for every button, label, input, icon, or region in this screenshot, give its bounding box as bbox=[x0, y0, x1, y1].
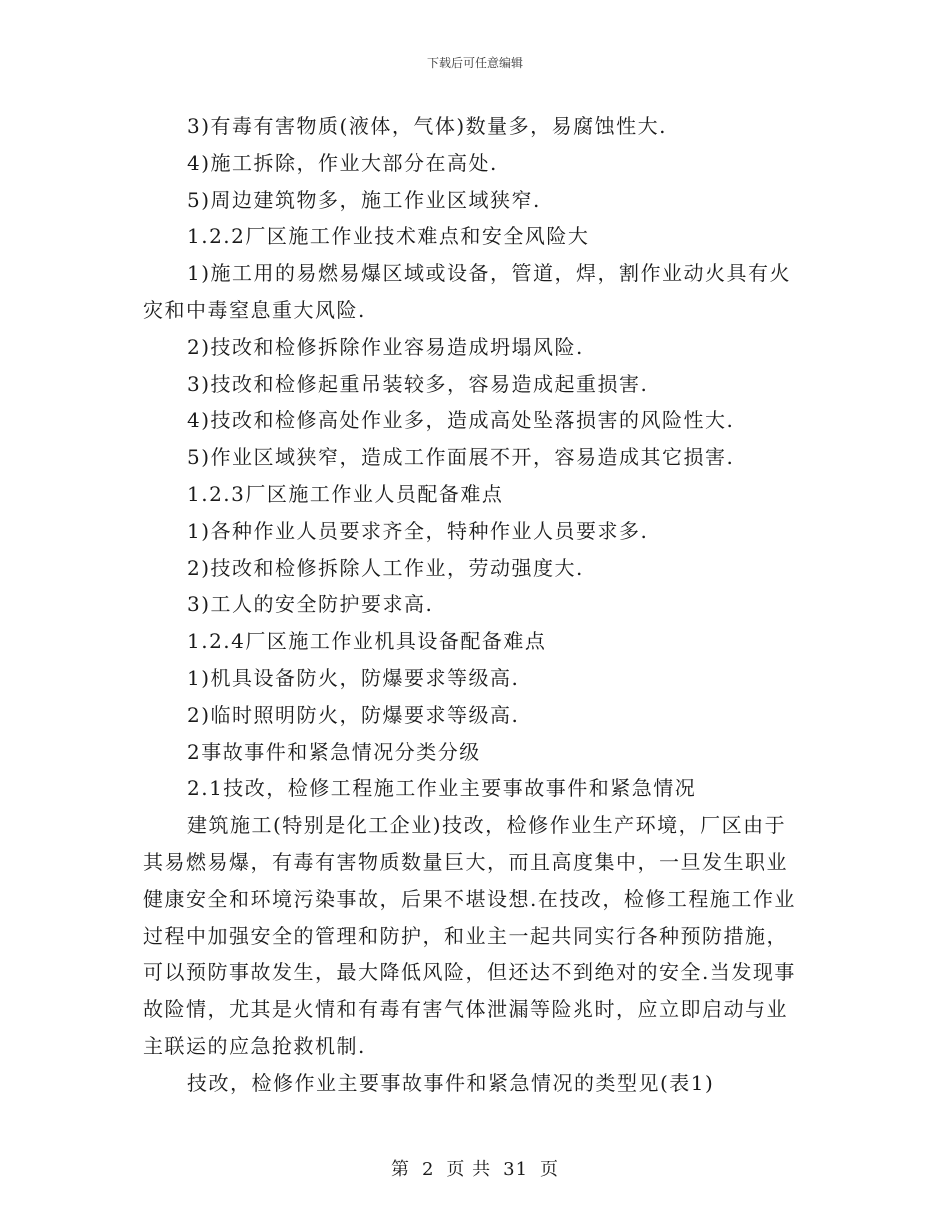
section-heading: 2.1技改，检修工程施工作业主要事故事件和紧急情况 bbox=[187, 776, 697, 801]
section-heading: 1.2.4厂区施工作业机具设备配备难点 bbox=[187, 629, 547, 654]
paragraph: 2)技改和检修拆除作业容易造成坍塌风险. bbox=[187, 334, 584, 359]
paragraph: 3)有毒有害物质(液体，气体)数量多，易腐蚀性大. bbox=[187, 114, 667, 138]
paragraph: 5)作业区域狭窄，造成工作面展不开，容易造成其它损害. bbox=[187, 445, 735, 470]
page-footer bbox=[0, 1155, 950, 1181]
paragraph: 3)技改和检修起重吊装较多，容易造成起重损害. bbox=[187, 371, 649, 396]
footer-prefix: 第 bbox=[390, 1159, 410, 1180]
paragraph: 5)周边建筑物多，施工作业区域狭窄. bbox=[187, 187, 541, 212]
paragraph: 技改，检修作业主要事故事件和紧急情况的类型见(表1) bbox=[187, 1070, 715, 1095]
paragraph: 2)技改和检修拆除人工作业，劳动强度大. bbox=[187, 555, 584, 580]
paragraph: 1)机具设备防火，防爆要求等级高. bbox=[187, 665, 520, 690]
document-body bbox=[143, 108, 807, 1102]
paragraph: 3)工人的安全防护要求高. bbox=[187, 592, 434, 617]
page-header: 下载后可任意编辑 bbox=[426, 56, 523, 70]
paragraph: 建筑施工(特别是化工企业)技改，检修作业生产环境，厂区由于其易燃易爆，有毒有害物质数量巨大，而且高度集中，一旦发生职业健康安全和环境污染事故，后果不堪设想.在技改，检修工程施工作业过程中加强安全的管理和防护，和业主一起共同实行各种预防措施，可以预防事故发生，最大降低风险，但还达不到绝对的安全.当发现事故险情，尤其是火情和有毒有害气体泄漏等险兆时，应立即启动与业主联运的应急抢救机制. bbox=[143, 813, 796, 1058]
paragraph: 1)施工用的易燃易爆区域或设备，管道，焊，割作业动火具有火灾和中毒窒息重大风险. bbox=[143, 261, 792, 322]
section-heading: 1.2.3厂区施工作业人员配备难点 bbox=[187, 481, 504, 506]
paragraph: 4)施工拆除，作业大部分在高处. bbox=[187, 150, 498, 175]
total-pages: 31 bbox=[503, 1159, 529, 1180]
paragraph: 2)临时照明防火，防爆要求等级高. bbox=[187, 702, 520, 727]
page-number: 2 bbox=[421, 1159, 435, 1180]
paragraph: 4)技改和检修高处作业多，造成高处坠落损害的风险性大. bbox=[187, 408, 735, 433]
footer-suffix: 页 bbox=[540, 1159, 560, 1180]
section-heading: 2事故事件和紧急情况分类分级 bbox=[187, 739, 481, 764]
paragraph: 1)各种作业人员要求齐全，特种作业人员要求多. bbox=[187, 518, 649, 543]
section-heading: 1.2.2厂区施工作业技术难点和安全风险大 bbox=[187, 224, 590, 249]
footer-middle: 页 共 bbox=[446, 1159, 492, 1180]
